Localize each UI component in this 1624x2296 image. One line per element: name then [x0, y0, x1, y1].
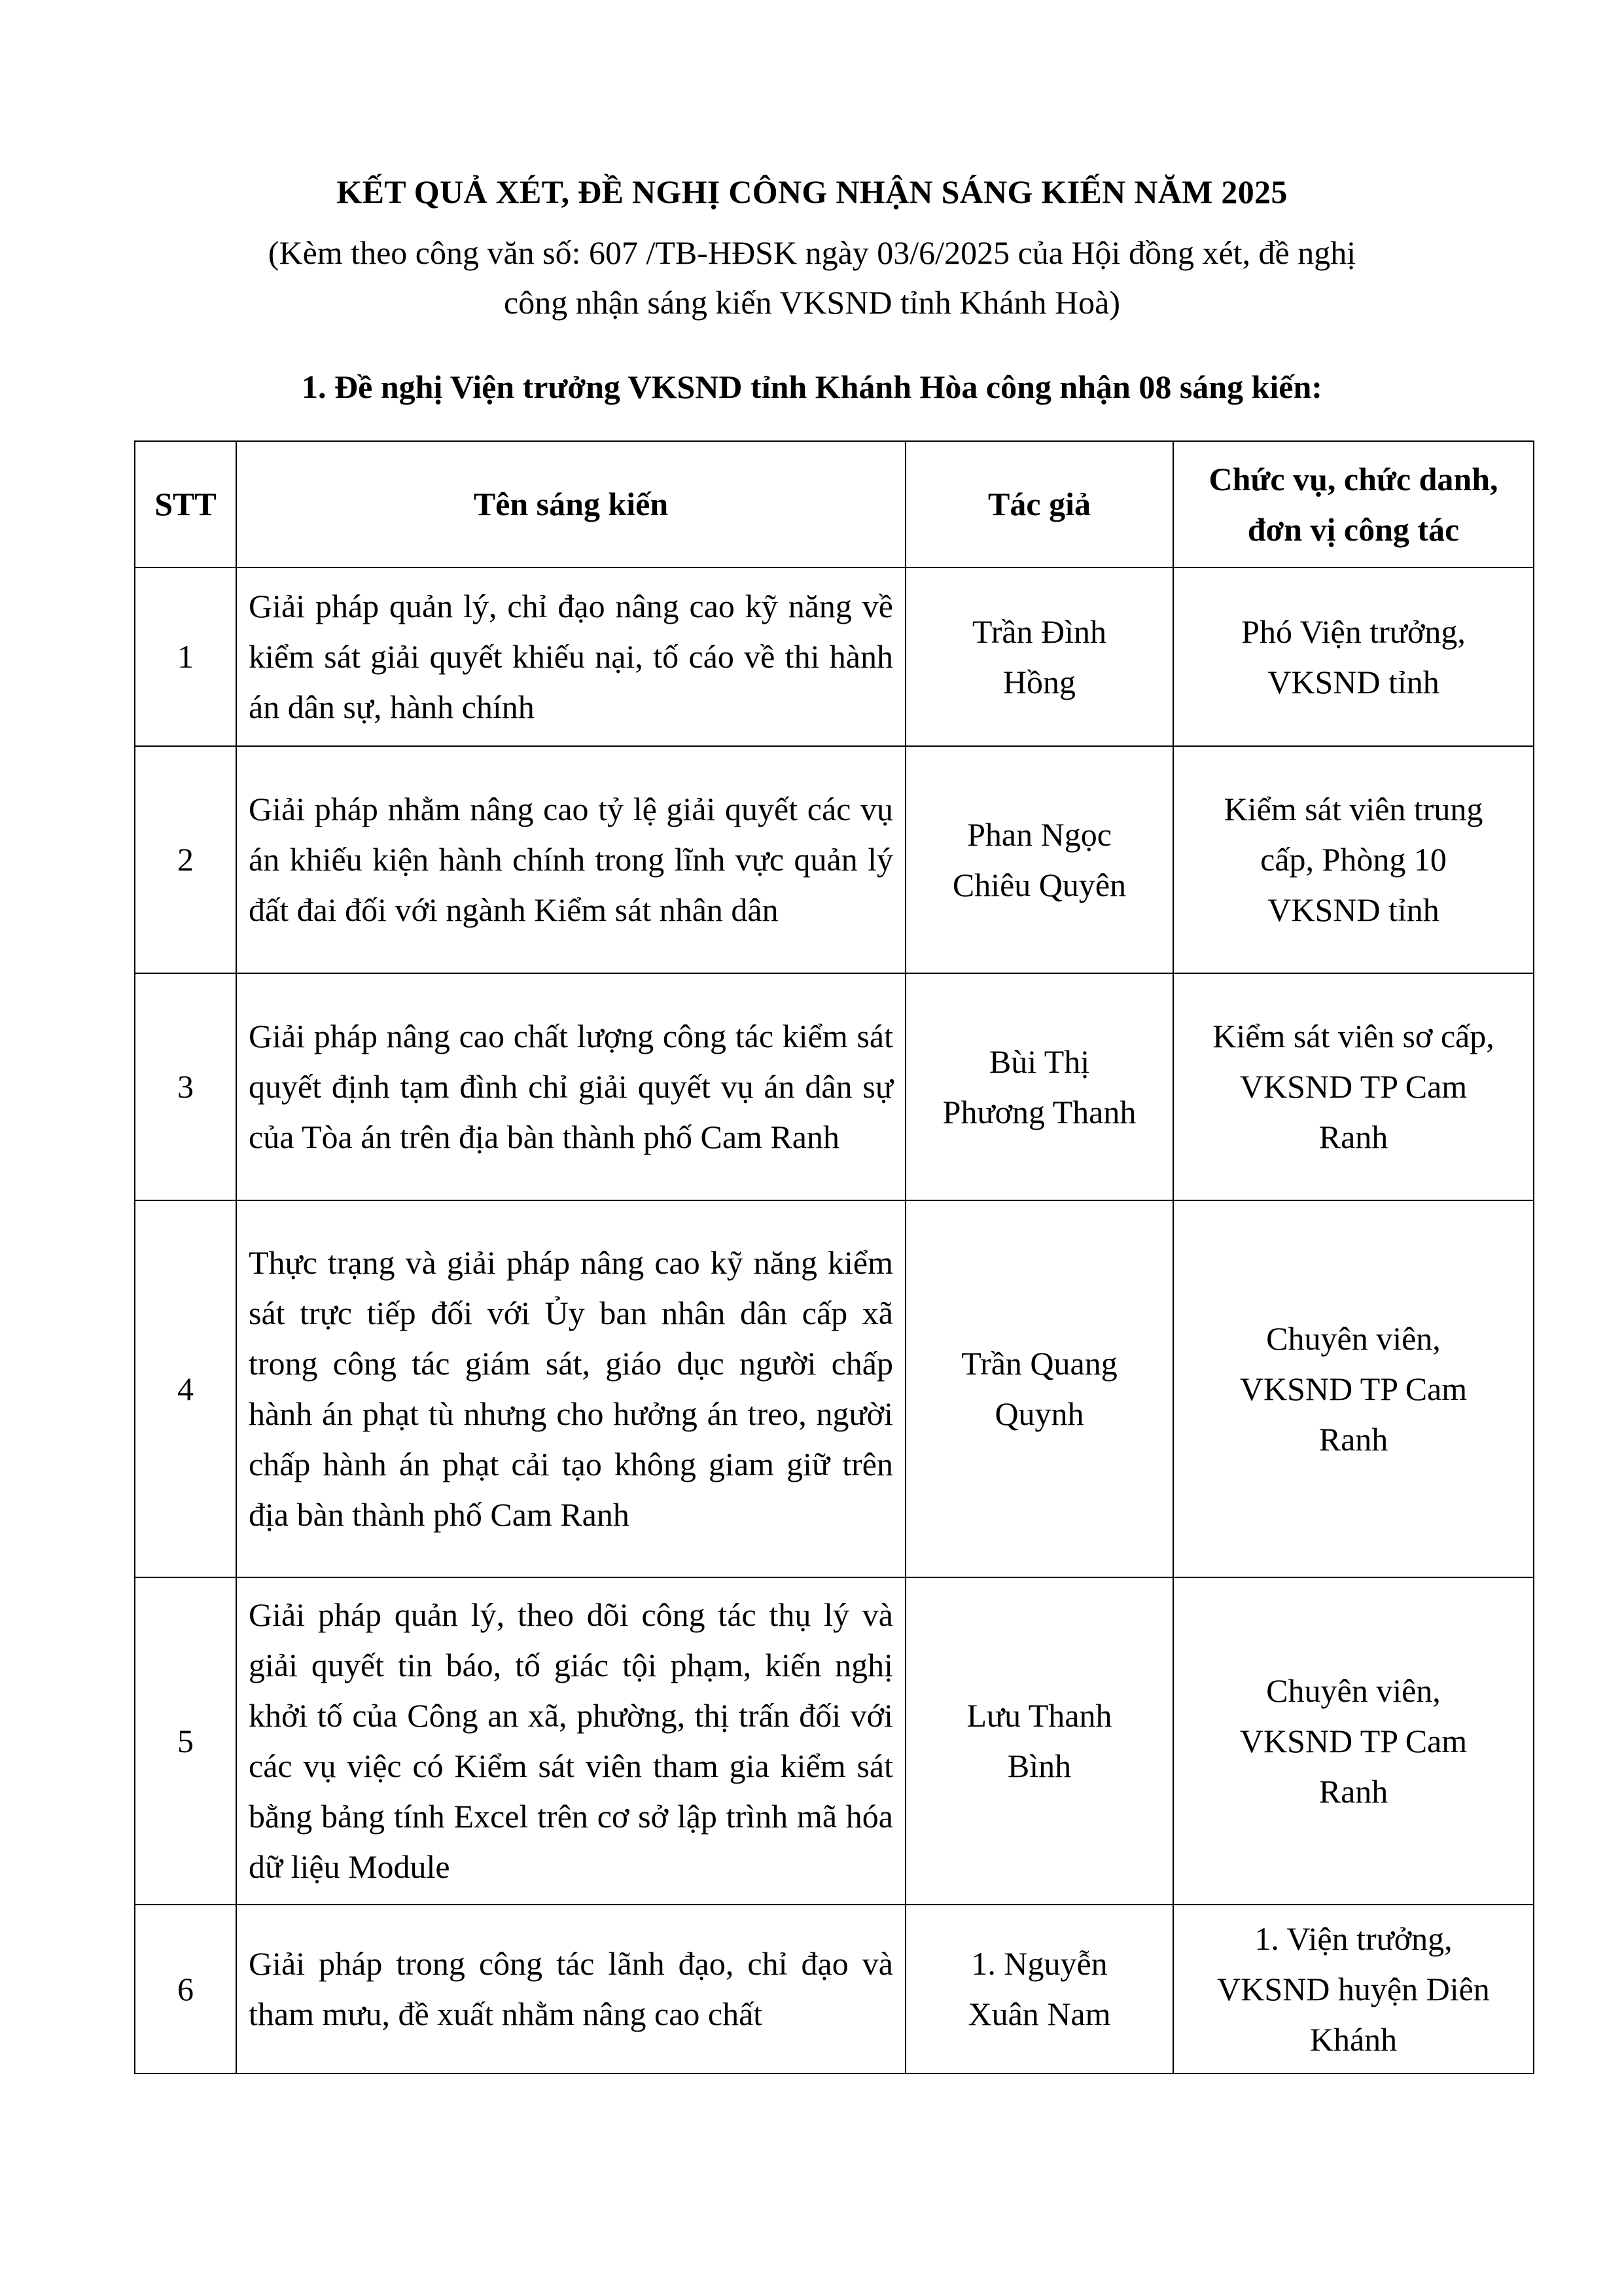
row-position	[1173, 746, 1534, 973]
row-stt: 1	[135, 567, 236, 746]
subtitle-line-2: công nhận sáng kiến VKSND tỉnh Khánh Hoà)	[504, 284, 1120, 321]
position-line-1: Chuyên viên,	[1266, 1672, 1441, 1709]
table-row	[135, 746, 1534, 973]
table-row	[135, 973, 1534, 1200]
author-line-1: Bùi Thị	[989, 1043, 1090, 1080]
header-position-line-2: đơn vị công tác	[1247, 511, 1460, 548]
row-author	[906, 1577, 1173, 1905]
row-author	[906, 746, 1173, 973]
author-line-1: Lưu Thanh	[966, 1697, 1112, 1734]
initiatives-table	[134, 440, 1534, 2074]
position-line-3: Ranh	[1318, 1772, 1388, 1810]
table-row	[135, 1200, 1534, 1577]
row-author	[906, 567, 1173, 746]
row-position	[1173, 973, 1534, 1200]
position-line-2: cấp, Phòng 10	[1260, 841, 1447, 878]
row-name: Giải pháp quản lý, theo dõi công tác thụ lý và giải quyết tin báo, tố giác tội phạm, kiến nghị khởi tố của Công an xã, phường, thị trấn đối với các vụ việc có Kiểm sát viên tham gia kiểm sát bằng bảng tính Excel trên cơ sở lập trình mã hóa dữ liệu Module	[236, 1577, 906, 1905]
row-position	[1173, 1577, 1534, 1905]
position-line-3: Khánh	[1309, 2020, 1398, 2058]
header-position	[1173, 441, 1534, 567]
author-line-2: Phương Thanh	[942, 1093, 1137, 1130]
position-line-3: Ranh	[1318, 1119, 1388, 1155]
row-author	[906, 1200, 1173, 1577]
row-position	[1173, 1905, 1534, 2073]
author-line-1: 1. Nguyễn	[971, 1945, 1108, 1982]
row-name: Giải pháp quản lý, chỉ đạo nâng cao kỹ năng về kiểm sát giải quyết khiếu nại, tố cáo về thi hành án dân sự, hành chính	[236, 567, 906, 746]
row-name: Giải pháp trong công tác lãnh đạo, chỉ đạo và tham mưu, đề xuất nhằm nâng cao chất	[236, 1905, 906, 2073]
position-line-2: VKSND TP Cam	[1239, 1722, 1468, 1759]
header-author: Tác giả	[906, 441, 1173, 567]
table-row	[135, 1905, 1534, 2073]
row-stt: 2	[135, 746, 236, 973]
position-line-2: VKSND TP Cam	[1239, 1068, 1468, 1105]
table-header-row	[135, 441, 1534, 567]
author-line-1: Trần Quang	[961, 1345, 1118, 1382]
table-row	[135, 567, 1534, 746]
row-position	[1173, 567, 1534, 746]
row-name: Thực trạng và giải pháp nâng cao kỹ năng kiểm sát trực tiếp đối với Ủy ban nhân dân cấp xã trong công tác giám sát, giáo dục người chấp hành án phạt tù nhưng cho hưởng án treo, người chấp hành án phạt cải tạo không giam giữ trên địa bàn thành phố Cam Ranh	[236, 1200, 906, 1577]
author-line-1: Phan Ngọc	[967, 816, 1112, 853]
position-line-3: VKSND tỉnh	[1267, 891, 1439, 928]
position-line-2: VKSND huyện Diên	[1217, 1970, 1490, 2007]
header-stt: STT	[135, 441, 236, 567]
author-line-2: Quynh	[995, 1395, 1084, 1432]
author-line-2: Bình	[1007, 1748, 1072, 1784]
author-line-2: Xuân Nam	[968, 1996, 1111, 2032]
row-stt: 4	[135, 1200, 236, 1577]
row-stt: 5	[135, 1577, 236, 1905]
document-subtitle	[0, 228, 1624, 327]
table-row	[135, 1577, 1534, 1905]
position-line-1: Chuyên viên,	[1266, 1319, 1441, 1357]
header-position-line-1: Chức vụ, chức danh,	[1209, 460, 1498, 497]
position-line-1: Kiểm sát viên sơ cấp,	[1212, 1018, 1494, 1054]
author-line-1: Trần Đình	[972, 613, 1107, 650]
position-line-1: Phó Viện trưởng,	[1241, 613, 1466, 650]
row-name: Giải pháp nhằm nâng cao tỷ lệ giải quyết các vụ án khiếu kiện hành chính trong lĩnh vực quản lý đất đai đối với ngành Kiểm sát nhân dân	[236, 746, 906, 973]
position-line-3: Ranh	[1318, 1420, 1388, 1458]
position-line-1: Kiểm sát viên trung	[1224, 791, 1483, 827]
section-heading: 1. Đề nghị Viện trưởng VKSND tỉnh Khánh Hòa công nhận 08 sáng kiến:	[302, 368, 1322, 405]
author-line-2: Chiêu Quyên	[952, 866, 1127, 903]
row-position	[1173, 1200, 1534, 1577]
row-stt: 3	[135, 973, 236, 1200]
position-line-2: VKSND tỉnh	[1267, 663, 1439, 700]
author-line-2: Hồng	[1002, 663, 1076, 700]
row-stt: 6	[135, 1905, 236, 2073]
row-author	[906, 973, 1173, 1200]
subtitle-line-1: (Kèm theo công văn số: 607 /TB-HĐSK ngày 03/6/2025 của Hội đồng xét, đề nghị	[268, 234, 1356, 271]
document-title: KẾT QUẢ XÉT, ĐỀ NGHỊ CÔNG NHẬN SÁNG KIẾN NĂM 2025	[336, 173, 1288, 210]
position-line-1: 1. Viện trưởng,	[1254, 1920, 1453, 1957]
header-name: Tên sáng kiến	[236, 441, 906, 567]
position-line-2: VKSND TP Cam	[1239, 1370, 1468, 1407]
row-name: Giải pháp nâng cao chất lượng công tác kiểm sát quyết định tạm đình chỉ giải quyết vụ án dân sự của Tòa án trên địa bàn thành phố Cam Ranh	[236, 973, 906, 1200]
row-author	[906, 1905, 1173, 2073]
